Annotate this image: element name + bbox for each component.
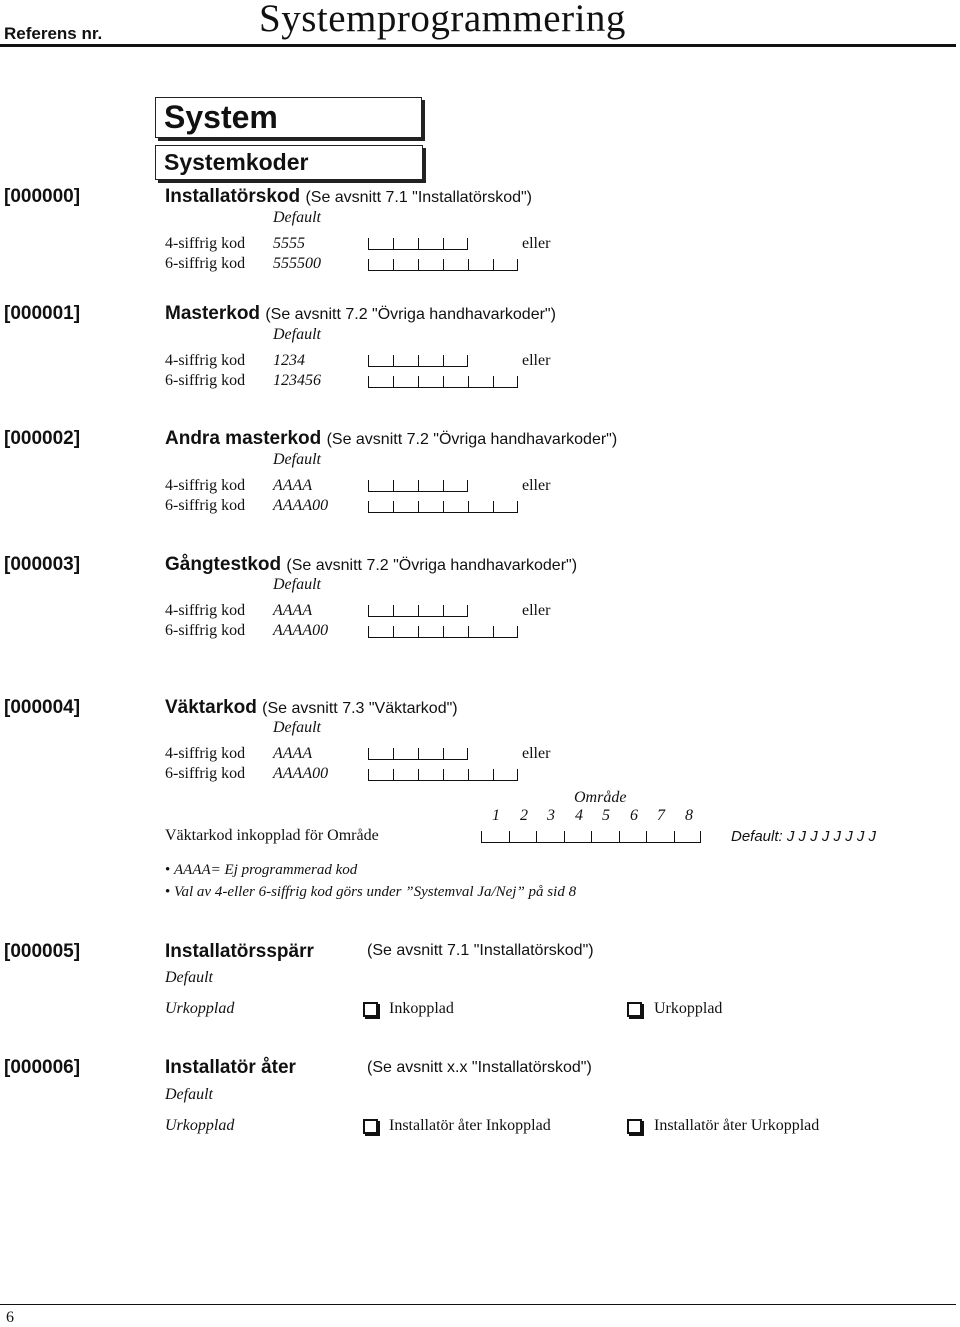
digit-cell[interactable]: [481, 831, 509, 843]
code-label: 4-siffrig kod: [165, 745, 246, 762]
digit-cell[interactable]: [493, 259, 518, 271]
code-default-value: 5555: [273, 235, 305, 252]
page-number: 6: [6, 1309, 14, 1326]
digit-cell[interactable]: [536, 831, 564, 843]
digit-cell[interactable]: [443, 501, 468, 513]
digit-cell[interactable]: [368, 748, 393, 760]
digit-cell[interactable]: [418, 501, 443, 513]
digit-cell[interactable]: [443, 480, 468, 492]
digit-cell[interactable]: [418, 605, 443, 617]
digit-cell[interactable]: [368, 238, 393, 250]
code-default-value: AAAA: [273, 602, 313, 619]
section-title: [165, 428, 617, 450]
code-label: 4-siffrig kod: [165, 602, 246, 619]
digit-cell[interactable]: [468, 626, 493, 638]
systemkoder-heading-box: [155, 145, 423, 180]
digit-cell[interactable]: [418, 480, 443, 492]
digit-cell[interactable]: [493, 626, 518, 638]
or-label: eller: [522, 745, 551, 762]
digit-cell[interactable]: [393, 769, 418, 781]
bullet-text: Val av 4-eller 6-siffrig kod görs under ”Systemval Ja/Nej” på sid 8: [174, 884, 577, 900]
section-note: (Se avsnitt 7.1 "Installatörskod"): [367, 942, 594, 959]
digit-entry-4[interactable]: [368, 605, 468, 617]
digit-cell[interactable]: [493, 376, 518, 388]
code-label: 4-siffrig kod: [165, 235, 246, 252]
option-label: Installatör åter Inkopplad: [389, 1117, 551, 1134]
digit-cell[interactable]: [493, 501, 518, 513]
digit-cell[interactable]: [368, 626, 393, 638]
code-default-value: AAAA00: [273, 497, 329, 514]
digit-cell[interactable]: [468, 376, 493, 388]
default-label: Default: [273, 576, 321, 593]
section-title-text: Installatörskod: [165, 186, 301, 207]
section-note: (Se avsnitt 7.3 "Väktarkod"): [262, 700, 458, 717]
systemkoder-heading: Systemkoder: [164, 149, 309, 175]
digit-cell[interactable]: [393, 238, 418, 250]
digit-cell[interactable]: [443, 259, 468, 271]
area-number: 1: [492, 807, 500, 824]
digit-cell[interactable]: [443, 626, 468, 638]
checkbox[interactable]: [627, 1119, 642, 1134]
digit-cell[interactable]: [468, 769, 493, 781]
code-label: 4-siffrig kod: [165, 352, 246, 369]
section-note: (Se avsnitt 7.2 "Övriga handhavarkoder"): [326, 431, 618, 448]
digit-entry-4[interactable]: [368, 480, 468, 492]
digit-cell[interactable]: [368, 501, 393, 513]
digit-entry-6[interactable]: [368, 259, 518, 271]
code-default-value: AAAA: [273, 477, 313, 494]
code-label: 6-siffrig kod: [165, 372, 246, 389]
section-title-text: Masterkod: [165, 303, 261, 324]
header-rule: [0, 44, 956, 47]
section-ref: [000002]: [4, 428, 81, 449]
digit-cell[interactable]: [418, 238, 443, 250]
digit-cell[interactable]: [493, 769, 518, 781]
digit-cell[interactable]: [418, 355, 443, 367]
bullet-item: • AAAA= Ej programmerad kod: [165, 862, 358, 878]
area-label: Väktarkod inkopplad för Område: [165, 827, 379, 844]
default-label: Default: [273, 209, 321, 226]
digit-cell[interactable]: [418, 626, 443, 638]
option-label: Urkopplad: [654, 1000, 723, 1017]
section-note: (Se avsnitt 7.2 "Övriga handhavarkoder"): [265, 306, 556, 323]
bullet-text: AAAA= Ej programmerad kod: [174, 862, 358, 878]
area-number: 3: [547, 807, 555, 824]
digit-cell[interactable]: [393, 605, 418, 617]
area-number: 2: [520, 807, 528, 824]
digit-cell[interactable]: [393, 480, 418, 492]
digit-cell[interactable]: [368, 769, 393, 781]
section-title: Installatör åter: [165, 1057, 296, 1078]
digit-entry-4[interactable]: [368, 238, 468, 250]
section-ref: [000004]: [4, 697, 81, 718]
digit-cell[interactable]: [393, 259, 418, 271]
digit-cell[interactable]: [368, 605, 393, 617]
checkbox[interactable]: [363, 1119, 378, 1134]
digit-cell[interactable]: [646, 831, 674, 843]
digit-cell[interactable]: [619, 831, 647, 843]
digit-cell[interactable]: [443, 748, 468, 760]
or-label: eller: [522, 477, 551, 494]
system-heading: System: [164, 99, 278, 135]
section-title-text: Andra masterkod: [165, 428, 322, 449]
digit-cell[interactable]: [591, 831, 619, 843]
section-title: [165, 186, 532, 208]
digit-cell[interactable]: [368, 355, 393, 367]
code-default-value: AAAA00: [273, 765, 329, 782]
digit-entry-6[interactable]: [368, 626, 518, 638]
option-label: Inkopplad: [389, 1000, 454, 1017]
code-default-value: 1234: [273, 352, 305, 369]
section-title: [165, 554, 577, 576]
checkbox[interactable]: [363, 1002, 378, 1017]
default-label: Default: [165, 969, 213, 986]
digit-cell[interactable]: [443, 769, 468, 781]
digit-cell[interactable]: [418, 376, 443, 388]
digit-cell[interactable]: [418, 259, 443, 271]
or-label: eller: [522, 235, 551, 252]
footer-rule: [0, 1304, 956, 1305]
digit-cell[interactable]: [393, 501, 418, 513]
code-label: 6-siffrig kod: [165, 622, 246, 639]
digit-cell[interactable]: [393, 355, 418, 367]
default-label: Default: [165, 1086, 213, 1103]
default-label: Default: [273, 451, 321, 468]
digit-cell[interactable]: [443, 238, 468, 250]
code-default-value: 123456: [273, 372, 321, 389]
code-label: 6-siffrig kod: [165, 497, 246, 514]
digit-entry-6[interactable]: [368, 501, 518, 513]
digit-cell[interactable]: [393, 626, 418, 638]
section-note: (Se avsnitt 7.1 "Installatörskod"): [305, 189, 533, 206]
code-default-value: AAAA: [273, 745, 313, 762]
code-label: 6-siffrig kod: [165, 765, 246, 782]
area-number: 7: [657, 807, 665, 824]
code-label: 6-siffrig kod: [165, 255, 246, 272]
digit-cell[interactable]: [443, 376, 468, 388]
section-ref: [000003]: [4, 554, 81, 575]
digit-entry-6[interactable]: [368, 769, 518, 781]
default-value: Urkopplad: [165, 1000, 235, 1017]
digit-cell[interactable]: [468, 501, 493, 513]
section-ref: [000006]: [4, 1057, 81, 1078]
section-ref: [000005]: [4, 941, 81, 962]
digit-cell[interactable]: [443, 355, 468, 367]
checkbox[interactable]: [627, 1002, 642, 1017]
section-note: (Se avsnitt 7.2 "Övriga handhavarkoder"): [286, 557, 578, 574]
digit-cell[interactable]: [418, 748, 443, 760]
area-digit-entry[interactable]: [481, 831, 701, 843]
section-title: [165, 697, 458, 719]
bullet-item: • Val av 4-eller 6-siffrig kod görs under ”Systemval Ja/Nej” på sid 8: [165, 884, 577, 900]
digit-cell[interactable]: [393, 748, 418, 760]
default-label: Default: [273, 719, 321, 736]
digit-cell[interactable]: [564, 831, 592, 843]
digit-cell[interactable]: [674, 831, 702, 843]
digit-entry-4[interactable]: [368, 748, 468, 760]
section-title: [165, 303, 556, 325]
code-default-value: 555500: [273, 255, 321, 272]
digit-cell[interactable]: [368, 376, 393, 388]
digit-entry-6[interactable]: [368, 376, 518, 388]
section-note: (Se avsnitt x.x "Installatörskod"): [367, 1059, 592, 1076]
system-heading-box: [155, 97, 422, 138]
section-title: Installatörsspärr: [165, 941, 314, 962]
area-number: 8: [685, 807, 693, 824]
code-label: 4-siffrig kod: [165, 477, 246, 494]
or-label: eller: [522, 602, 551, 619]
digit-cell[interactable]: [393, 376, 418, 388]
digit-cell[interactable]: [509, 831, 537, 843]
page-title: Systemprogrammering: [259, 0, 626, 40]
digit-cell[interactable]: [368, 259, 393, 271]
default-label: Default: [273, 326, 321, 343]
section-ref: [000001]: [4, 303, 81, 324]
area-number: 5: [602, 807, 610, 824]
digit-cell[interactable]: [418, 769, 443, 781]
default-value: Urkopplad: [165, 1117, 235, 1134]
area-number: 4: [575, 807, 583, 824]
reference-label: Referens nr.: [4, 24, 103, 43]
digit-entry-4[interactable]: [368, 355, 468, 367]
or-label: eller: [522, 352, 551, 369]
section-title-text: Gångtestkod: [165, 554, 282, 575]
option-label: Installatör åter Urkopplad: [654, 1117, 820, 1134]
section-title-text: Väktarkod: [165, 697, 257, 718]
area-number: 6: [630, 807, 638, 824]
code-default-value: AAAA00: [273, 622, 329, 639]
digit-cell[interactable]: [443, 605, 468, 617]
section-ref: [000000]: [4, 186, 81, 207]
digit-cell[interactable]: [368, 480, 393, 492]
area-default: Default: J J J J J J J J: [731, 828, 877, 845]
digit-cell[interactable]: [468, 259, 493, 271]
area-heading: Område: [574, 789, 627, 806]
